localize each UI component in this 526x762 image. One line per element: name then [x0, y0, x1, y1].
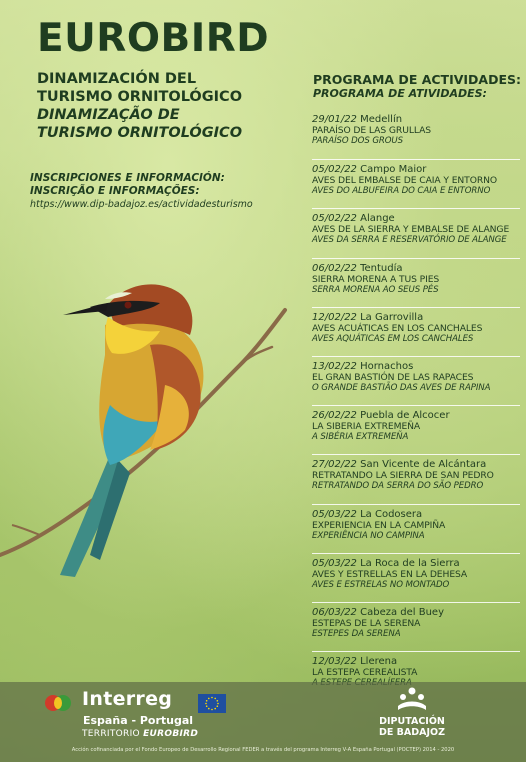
event-title-es: AVES DE LA SIERRA Y EMBALSE DE ALANGE [312, 224, 510, 236]
event-title-es: LA SIBERIA EXTREMEÑA [312, 421, 421, 433]
registration-info [30, 172, 253, 211]
bee-eater-icon [0, 255, 300, 585]
event-list [312, 110, 520, 700]
diputacion-label [370, 716, 454, 738]
event-place: Campo Maior [360, 164, 427, 176]
interreg-logo-text: Interreg [82, 688, 173, 710]
event-item [312, 110, 520, 159]
event-item [312, 307, 520, 356]
event-date: 06/02/22 [312, 262, 357, 274]
event-item [312, 258, 520, 307]
event-date-place [312, 164, 520, 175]
event-place: Tentudía [360, 262, 403, 274]
event-title-es: ESTEPAS DE LA SERENA [312, 617, 421, 629]
event-date-place [312, 607, 520, 618]
event-date-place [312, 213, 520, 224]
event-item [312, 208, 520, 257]
event-date: 05/02/22 [312, 164, 357, 176]
event-item [312, 356, 520, 405]
event-date: 06/03/22 [312, 606, 357, 618]
event-date: 26/02/22 [312, 410, 357, 422]
event-date-place [312, 509, 520, 520]
event-place: Cabeza del Buey [360, 606, 445, 618]
event-place: La Roca de la Sierra [360, 557, 460, 569]
event-item [312, 602, 520, 651]
territory-name: EUROBIRD [143, 729, 199, 739]
subtitle-es-line-1: DINAMIZACIÓN DEL [37, 71, 197, 87]
event-item [312, 454, 520, 503]
event-place: Hornachos [360, 360, 414, 372]
event-title-pt: PARAÍSO DOS GROUS [312, 136, 403, 146]
event-place: La Codosera [360, 508, 423, 520]
interreg-emblem-icon [44, 694, 72, 712]
event-date-place [312, 263, 520, 274]
event-item [312, 504, 520, 553]
event-title-pt: RETRATANDO DA SERRA DO SÃO PEDRO [312, 481, 484, 492]
program-heading-pt: PROGRAMA DE ATIVIDADES: [313, 87, 487, 100]
event-date-place [312, 361, 520, 372]
event-title-pt: EXPERIÊNCIA NO CAMPINA [312, 530, 425, 541]
event-place: Puebla de Alcocer [360, 410, 450, 422]
event-item [312, 159, 520, 208]
event-title-pt: ESTEPES DA SERENA [312, 628, 401, 639]
event-title-pt: SERRA MORENA AO SEUS PÉS [312, 284, 439, 295]
event-date-place [312, 312, 520, 323]
event-title-pt: AVES AQUÁTICAS EM LOS CANCHALES [312, 333, 474, 344]
eu-flag-icon [198, 694, 226, 713]
event-date: 27/02/22 [312, 459, 357, 471]
info-url[interactable]: https://www.dip-badajoz.es/actividadesturismo [30, 199, 253, 210]
event-date: 13/02/22 [312, 360, 357, 372]
event-date-place [312, 410, 520, 421]
event-title-pt: AVES DA SERRA E RESERVATÓRIO DE ALANGE [312, 235, 507, 246]
subtitle-pt-line-1: DINAMIZAÇÃO DE [37, 107, 180, 123]
info-es: INSCRIPCIONES E INFORMACIÓN: [30, 172, 225, 184]
poster-title: EUROBIRD [37, 16, 270, 61]
event-title-es: EL GRAN BASTIÓN DE LAS RAPACES [312, 371, 474, 383]
dip-line-2: DE BADAJOZ [378, 727, 445, 738]
territory-prefix: TERRITORIO [82, 729, 144, 739]
diputacion-badajoz-logo-icon [395, 686, 429, 714]
event-title-es: SIERRA MORENA A TUS PIES [312, 273, 440, 285]
event-place: Medellín [360, 114, 403, 125]
event-place: San Vicente de Alcántara [360, 459, 487, 471]
event-title-es: EXPERIENCIA EN LA CAMPIÑA [312, 519, 446, 531]
event-title-es: RETRATANDO LA SIERRA DE SAN PEDRO [312, 470, 494, 482]
event-item [312, 405, 520, 454]
event-title-pt: AVES E ESTRELAS NO MONTADO [312, 579, 450, 590]
event-title-pt: A SIBÉRIA EXTREMEÑA [312, 432, 409, 443]
event-title-es: AVES DEL EMBALSE DE CAIA Y ENTORNO [312, 175, 498, 187]
event-date: 12/03/22 [312, 656, 357, 668]
event-place: Llerena [360, 656, 398, 668]
territory-label [82, 729, 198, 739]
event-title-es: AVES ACUÁTICAS EN LOS CANCHALES [312, 322, 483, 334]
event-title-es: LA ESTEPA CEREALISTA [312, 667, 418, 679]
event-date-place [312, 656, 520, 667]
event-item [312, 553, 520, 602]
event-place: La Garrovilla [360, 311, 424, 323]
subtitle-es-line-2: TURISMO ORNITOLÓGICO [37, 89, 243, 105]
subtitle-block [37, 70, 242, 142]
event-date: 05/03/22 [312, 557, 357, 569]
event-date: 12/02/22 [312, 311, 357, 323]
dip-line-1: DIPUTACIÓN [379, 716, 445, 727]
event-date-place [312, 459, 520, 470]
info-pt: INSCRIÇÃO E INFORMAÇÕES: [30, 185, 200, 197]
event-place: Alange [360, 213, 395, 225]
event-date-place [312, 558, 520, 569]
subtitle-pt-line-2: TURISMO ORNITOLÓGICO [37, 125, 243, 141]
event-date-place [312, 114, 520, 125]
event-title-pt: AVES DO ALBUFEIRA DO CAIA E ENTORNO [312, 186, 491, 197]
event-date: 05/02/22 [312, 213, 357, 225]
interreg-country-label: España - Portugal [83, 714, 194, 727]
program-heading [313, 72, 521, 100]
event-date: 29/01/22 [312, 114, 357, 125]
funding-fine-print: Acción cofinanciada por el Fondo Europeo de Desarrollo Regional FEDER a través del programa Interreg V-A España Portugal (POCTEP) 2014 - 2020 [71, 747, 455, 753]
event-title-pt: O GRANDE BASTIÃO DAS AVES DE RAPINA [312, 382, 491, 393]
program-heading-es: PROGRAMA DE ACTIVIDADES: [313, 72, 522, 87]
event-title-es: AVES Y ESTRELLAS EN LA DEHESA [312, 568, 468, 580]
event-title-es: PARAÍSO DE LAS GRULLAS [312, 125, 431, 136]
event-date: 05/03/22 [312, 508, 357, 520]
